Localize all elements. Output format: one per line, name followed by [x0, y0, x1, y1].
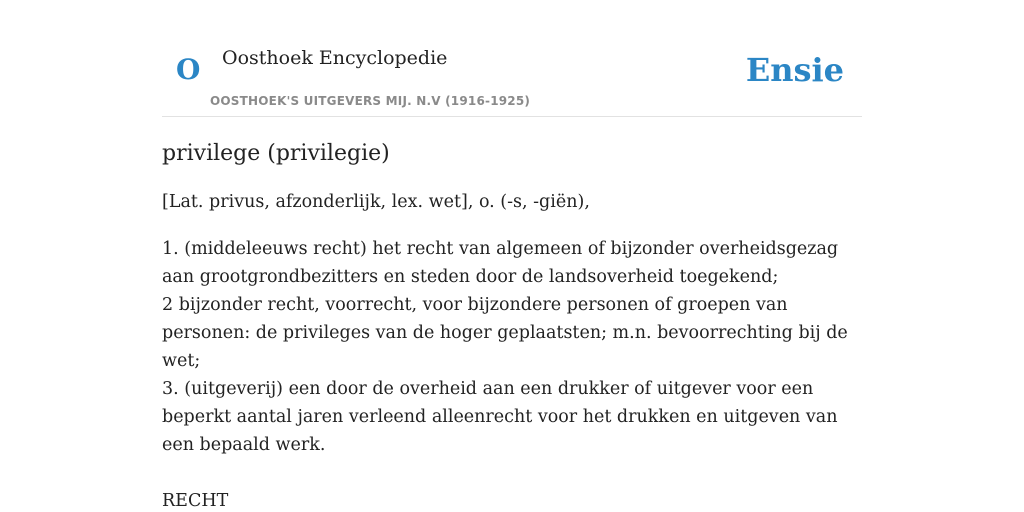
site-title[interactable]: Oosthoek Encyclopedie — [222, 47, 448, 69]
site-header — [162, 30, 862, 117]
entry-etymology: [Lat. privus, afzonderlijk, lex. wet], o. (-s, -giën), — [162, 192, 590, 212]
definition-item: 2 bijzonder recht, voorrecht, voor bijzondere personen of groepen van personen: de privileges van de hoger geplaatsten; m.n. bevoorrechting bij de wet; — [162, 295, 848, 371]
definition-item: 3. (uitgeverij) een door de overheid aan een drukker of uitgever voor een beperkt aantal jaren verleend alleenrecht voor het drukken en uitgeven van een bepaald werk. — [162, 379, 838, 455]
category-keyword[interactable]: RECHT — [162, 491, 229, 511]
publisher-subtitle: OOSTHOEK'S UITGEVERS MIJ. N.V (1916-1925) — [210, 94, 531, 108]
entry-content — [162, 138, 862, 512]
entry-title: privilege (privilegie) — [162, 141, 390, 166]
definition-item: 1. (middeleeuws recht) het recht van algemeen of bijzonder overheidsgezag aan grootgrondbezitters en steden door de landsoverheid toegekend; — [162, 239, 839, 287]
entry-definitions — [162, 235, 862, 459]
oosthoek-logo-icon[interactable]: O — [176, 53, 201, 86]
ensie-logo[interactable]: Ensie — [745, 51, 844, 89]
